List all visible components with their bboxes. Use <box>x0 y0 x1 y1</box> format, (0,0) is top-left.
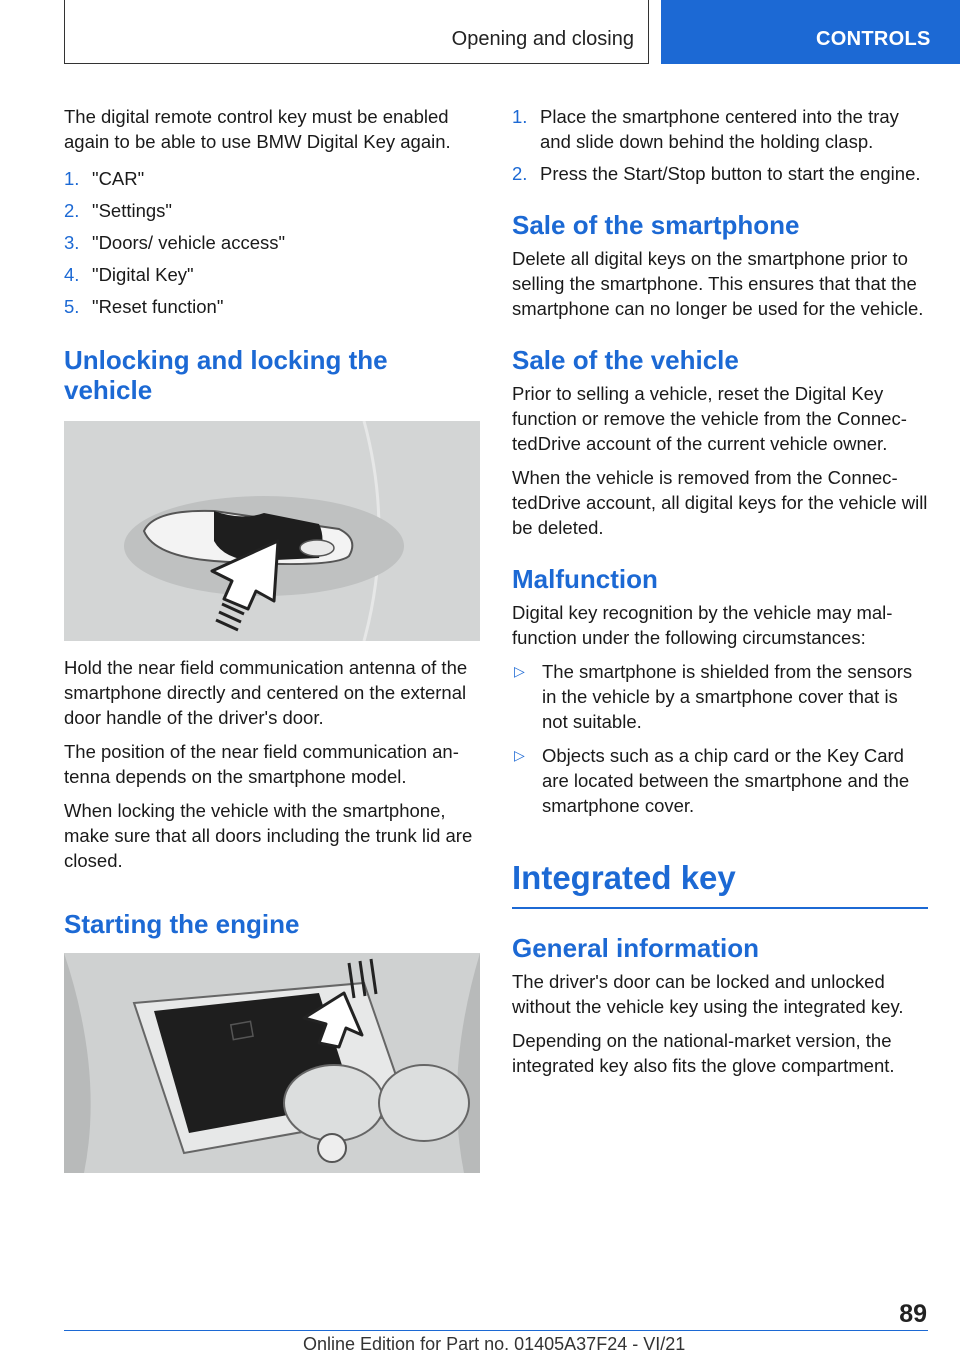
door-handle-figure <box>64 421 480 641</box>
intro-paragraph: The digital remote control key must be enabled again to be able to use BMW Digital Key again. <box>64 106 451 152</box>
triangle-bullet-icon: ▷ <box>514 663 525 679</box>
list-item: 2. "Settings" <box>64 200 172 221</box>
unlock-paragraph-1: Hold the near field communication antenna of the smartphone directly and centered on the external door handle of the driver's door. <box>64 657 468 728</box>
heading-general-information: General information <box>512 932 760 963</box>
left-column <box>64 104 480 1173</box>
list-item: ▷ Objects such as a chip card or the Key Card are located between the smartphone and the smartphone cover. <box>514 745 910 816</box>
heading-unlocking: Unlocking and locking the vehicle <box>64 345 388 405</box>
sale-vehicle-paragraph-2: When the vehicle is removed from the ConnectedDrive account, all digital keys for the vehicle will be deleted. <box>512 467 928 538</box>
header-section-title: Opening and closing <box>451 28 634 50</box>
start-steps-list <box>512 104 928 186</box>
list-item: 1. "CAR" <box>64 168 145 189</box>
sale-smartphone-paragraph: Delete all digital keys on the smartphone prior to selling the smartphone. This ensures that that the smartphone can no longer be used for the vehicle. <box>512 248 924 319</box>
edition-footer: Online Edition for Part no. 01405A37F24 - VI/21 <box>303 1334 686 1354</box>
unlock-paragraph-2: The position of the near field communication antenna depends on the smartphone model. <box>64 741 459 787</box>
heading-integrated-key: Integrated key <box>512 859 736 896</box>
general-paragraph-1: The driver's door can be locked and unlocked without the vehicle key using the integrated key. <box>512 970 904 1017</box>
malfunction-paragraph: Digital key recognition by the vehicle may malfunction under the following circumstances: <box>512 602 893 648</box>
heading-malfunction: Malfunction <box>512 564 658 594</box>
smartphone-tray-illustration <box>64 953 480 1173</box>
general-paragraph-2: Depending on the national-market version, the integrated key also fits the glove compartment. <box>512 1029 895 1076</box>
heading-divider <box>512 907 928 909</box>
list-item: 5. "Reset function" <box>64 296 224 317</box>
sale-vehicle-paragraph-1: Prior to selling a vehicle, reset the Digital Key function or remove the vehicle from the ConnectedDrive account of the current vehicle owner. <box>512 383 907 454</box>
door-handle-illustration <box>64 421 480 641</box>
list-item: ▷ The smartphone is shielded from the sensors in the vehicle by a smartphone cover that is not suitable. <box>514 661 913 732</box>
footer-divider <box>64 1330 928 1331</box>
header-chapter-title: CONTROLS <box>816 28 931 50</box>
heading-sale-smartphone: Sale of the smartphone <box>512 210 800 240</box>
list-item: 3. "Doors/ vehicle access" <box>64 232 286 253</box>
right-column <box>512 104 928 1087</box>
header-chapter-tab <box>661 0 960 64</box>
triangle-bullet-icon: ▷ <box>514 747 525 763</box>
list-item: 1. Place the smartphone centered into the tray and slide down behind the holding clasp. <box>512 106 899 152</box>
heading-sale-vehicle: Sale of the vehicle <box>512 345 739 375</box>
unlock-paragraph-3: When locking the vehicle with the smartphone, make sure that all doors including the trunk lid are closed. <box>64 800 473 871</box>
page-number: 89 <box>899 1300 927 1328</box>
heading-starting-engine: Starting the engine <box>64 909 300 939</box>
smartphone-tray-figure <box>64 953 480 1173</box>
header-section-box <box>64 0 649 64</box>
list-item: 4. "Digital Key" <box>64 264 194 285</box>
menu-steps-list <box>64 166 480 319</box>
malfunction-list <box>512 659 928 818</box>
list-item: 2. Press the Start/Stop button to start the engine. <box>512 163 921 184</box>
